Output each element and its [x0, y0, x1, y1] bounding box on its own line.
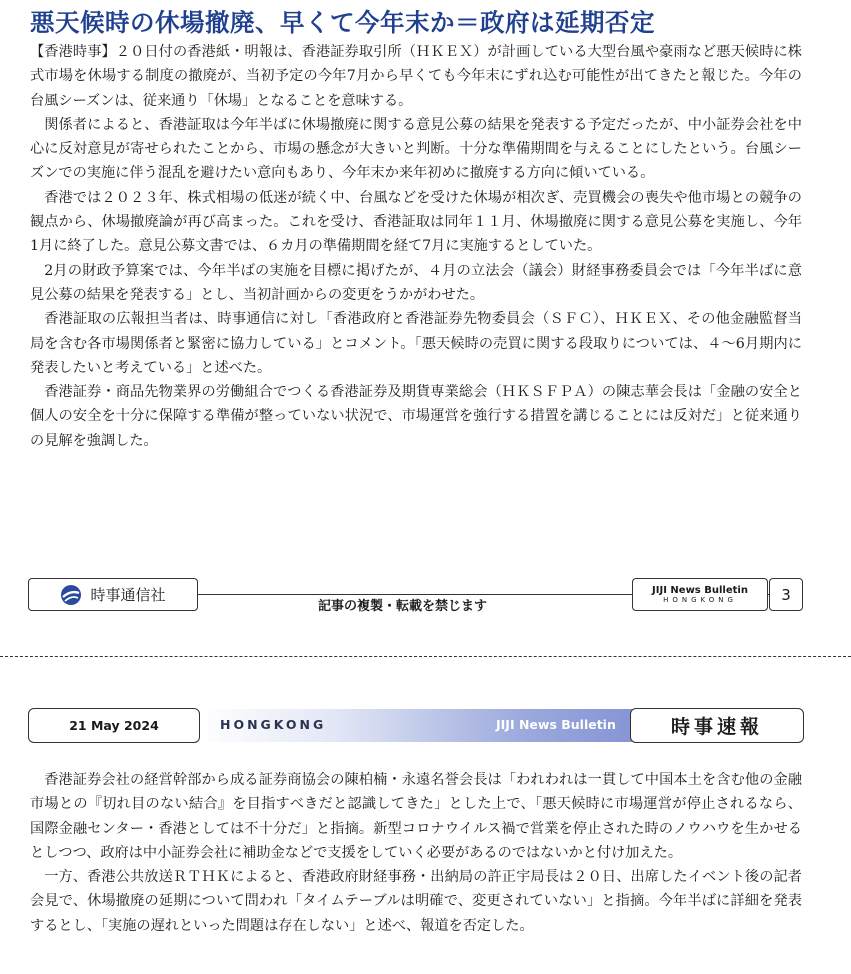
publisher-name: 時事通信社: [90, 586, 166, 604]
page-footer: [0, 578, 851, 618]
bulletin-region: HONGKONG: [663, 596, 737, 604]
header-bulletin: JIJI News Bulletin: [496, 717, 616, 732]
page-separator: [0, 656, 851, 657]
jiji-logo-icon: [60, 584, 82, 606]
header-region: HONGKONG: [220, 717, 327, 732]
article-paragraph: 関係者によると、香港証取は今年半ばに休場撤廃に関する意見公募の結果を発表する予定だったが、中小証券会社を中心に反対意見が寄せられたことから、市場の懸念が大きいと判断。十分な準備期間を与えることにしたという。台風シーズンでの実施に伴う混乱を避けたい意向もあり、今年末か来年初めに撤廃する方向に傾いている。: [30, 116, 802, 182]
article-paragraph: 香港では２０２３年、株式相場の低迷が続く中、台風などを受けた休場が相次ぎ、売買機会の喪失や他市場との競争の観点から、休場撤廃論が再び高まった。これを受け、香港証取は同年１１月、休場撤廃に関する意見公募を実施し、今年1月に終了した。意見公募文書では、６カ月の準備期間を経て7月に実施するとしていた。: [30, 189, 802, 255]
copyright-notice: 記事の複製・転載を禁じます: [318, 599, 488, 614]
article-body-page-3: [30, 40, 802, 453]
article-paragraph: 香港証取の広報担当者は、時事通信に対し「香港政府と香港証券先物委員会（ＳＦＣ）、ＨＫＥＸ、その他金融監督当局を含む各市場関係者と緊密に協力している」とコメント。「悪天候時の売買に関する段取りについては、４～6月期内に発表したいと考えている」と述べた。: [30, 311, 802, 376]
issue-date: 21 May 2024: [28, 708, 200, 743]
bulletin-title: JIJI News Bulletin: [652, 585, 748, 596]
page-number: 3: [769, 578, 803, 611]
bulletin-badge: [632, 578, 768, 611]
article-body-page-4: [30, 768, 802, 938]
article-paragraph: 【香港時事】２０日付の香港紙・明報は、香港証券取引所（ＨＫＥＸ）が計画している大型台風や豪雨など悪天候時に株式市場を休場する制度の撤廃が、当初予定の今年7月から早くても今年末にずれ込む可能性が出てきたと報じた。今年の台風シーズンは、従来通り「休場」となることを意味する。: [30, 44, 802, 109]
article-headline: 悪天候時の休場撤廃、早くて今年末か＝政府は延期否定: [30, 8, 655, 37]
page-header: [28, 708, 804, 743]
article-paragraph: 一方、香港公共放送ＲＴＨＫによると、香港政府財経事務・出納局の許正宇局長は２０日、出席したイベント後の記者会見で、休場撤廃の延期について問われ「タイムテーブルは明確で、変更されていない」と指摘。今年半ばに詳細を発表するとし、「実施の遅れといった問題は存在しない」と述べ、報道を否定した。: [30, 869, 802, 934]
publisher-box: [28, 578, 198, 611]
section-title: 時事速報: [630, 708, 804, 743]
article-paragraph: 香港証券・商品先物業界の労働組合でつくる香港証券及期貨専業総会（ＨＫＳＦＰＡ）の陳志華会長は「金融の安全と個人の安全を十分に保障する準備が整っていない状況で、市場運営を強行する措置を講じることには反対だ」と従来通りの見解を強調した。: [30, 384, 802, 449]
article-paragraph: 香港証券会社の経営幹部から成る証券商協会の陳柏楠・永遠名誉会長は「われわれは一貫して中国本土を含む他の金融市場との『切れ目のない結合』を目指すべきだと認識してきた」とした上で、「悪天候時に市場運営が停止されるなら、国際金融センター・香港としては不十分だ」と指摘。新型コロナウイルス禍で営業を停止された時のノウハウを生かせるとしつつ、政府は中小証券会社に補助金などで支援をしていく必要があるのではないかと付け加えた。: [30, 772, 802, 861]
article-paragraph: 2月の財政予算案では、今年半ばの実施を目標に掲げたが、４月の立法会（議会）財経事務委員会では「今年半ばに意見公募の結果を発表する」とし、当初計画からの変更をうかがわせた。: [30, 262, 802, 303]
